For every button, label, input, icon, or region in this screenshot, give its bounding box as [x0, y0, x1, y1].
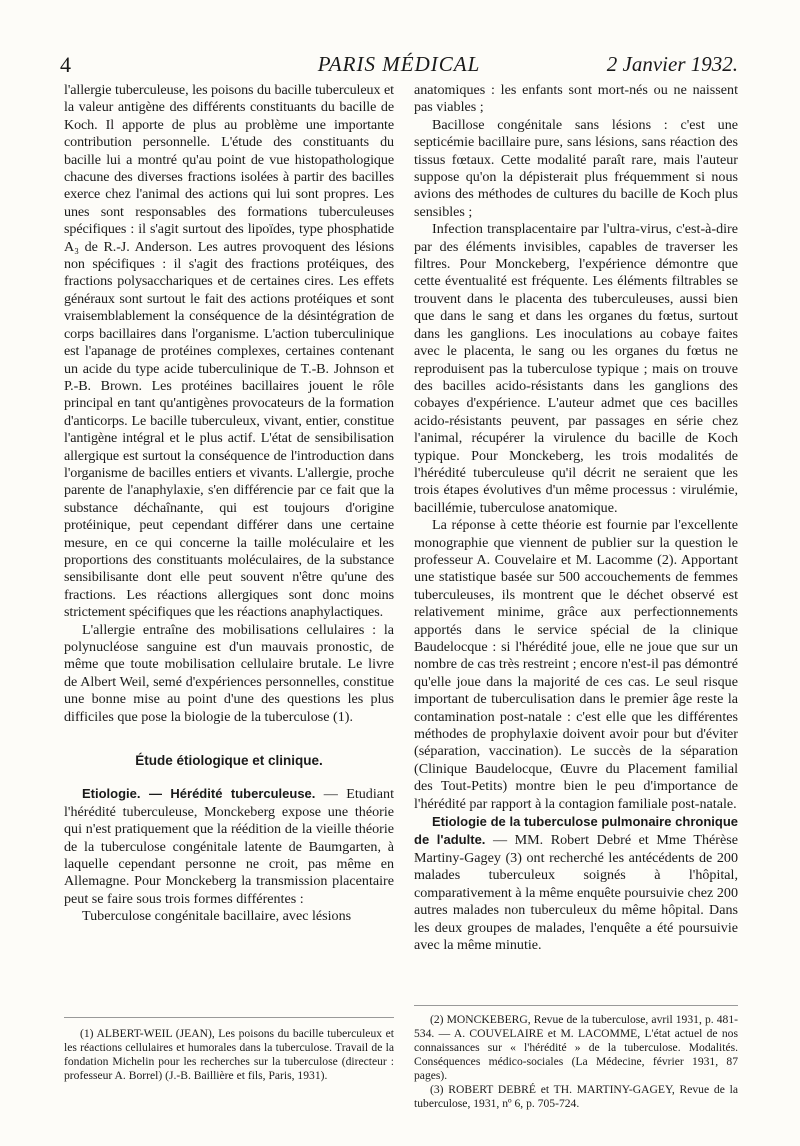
journal-title: PARIS MÉDICAL	[317, 52, 481, 76]
right-paragraph-1: anatomiques : les enfants sont mort-nés ou ne naissent pas viables ;	[414, 82, 738, 116]
right-column	[414, 82, 738, 954]
footnote-2: (2) MONCKEBERG, Revue de la tuberculose, avril 1931, p. 481-534. — A. COUVELAIRE et M. LACOMME, L'état actuel de nos connaissances sur « l'hérédité » de la tuberculose. Modalités. Conséquences médico-sociales (La Médecine, février 1931, 87 pages).	[414, 1013, 738, 1082]
section-title: Étude étiologique et clinique.	[135, 753, 323, 769]
right-paragraph-4: La réponse à cette théorie est fournie par l'excellente monographie que viennent de publier sur la question le professeur A. Couvelaire et M. Lacomme (2). Apportant une statistique basée sur 500 accouchements de femmes tuberculeuses, ils montrent que le déchet observé est relativement minime, grâce aux perfectionnements apportés dans le service spécial de la clinique Baudelocque : si l'hérédité joue, elle ne joue que sur un nombre de cas très restreint ; encore n'est-il pas démontré qu'elle joue dans la majorité de ces cas. Le seul risque important de tuberculisation dans le premier âge reste la contamination post-natale : c'est elle que les différentes méthodes de prophylaxie doivent avoir pour but d'éviter (séparation, vaccination). Le succès de la séparation (Clinique Baudelocque, Œuvre du Placement familial des Tout-Petits) montre bien le peu d'importance de l'hérédité par rapport à la contagion familiale post-natale.	[414, 517, 738, 812]
running-header	[60, 52, 738, 78]
adult-etiology-subhead: Etiologie de la tuberculose pulmonaire chronique de l'adulte.	[414, 814, 738, 848]
left-column	[64, 82, 394, 926]
issue-date: 2 Janvier 1932.	[606, 52, 738, 76]
adult-etiology-text: — MM. Robert Debré et Mme Thérèse Martiny-Gagey (3) ont recherché les antécédents de 200 malades tuberculeux soignés à l'hôpital, comparativement à la même enquête poursuivie chez 200 autres malades non tuberculeux du même hôpital. Dans les deux groupes de malades, l'enquête a été poursuivie avec la même minutie.	[414, 832, 738, 953]
page-number: 4	[60, 52, 71, 77]
left-paragraph-1: l'allergie tuberculeuse, les poisons du bacille tuberculeux et la valeur antigène des différents constituants du bacille de Koch. Il apporte de plus au problème une importante contribution personnelle. L'étude des constituants du bacille lui a montré qu'au point de vue histopathologique chacune des diverses fractions isolées à partir des bacilles exerce chez l'animal des actions qui lui sont propres. Les unes sont responsables des formations tuberculeuses spécifiques : il s'agit surtout des lipoïdes, type phosphatide A₃ de R.-J. Anderson. Les autres provoquent des lésions non spécifiques : il s'agit des fractions protéiques, des fractions polysacchariques et de certaines cires. Les effets généraux sont surtout le fait des actions protéiques et sont vraisemblablement la conséquence de la désintégration de corps bacillaires dans l'organisme. L'action tuberculinique est l'apanage de protéines complexes, certaines contenant un acide du type acide tuberculinique de T.-B. Johnson et P.-B. Brown. Les protéines bacillaires jouent le rôle principal en tant qu'antigènes provocateurs de la formation d'anticorps. Le bacille tuberculeux, vivant, entier, constitue l'antigène intégral et le plus actif. L'état de sensibilisation allergique est surtout la conséquence de l'introduction dans l'organisme de bacilles entiers et vivants. L'allergie, proche parente de l'anaphylaxie, s'en différencie par ce fait que la substance déchaînante, qui est toujours d'origine protéinique, peut cependant différer dans une certaine mesure, en ce qui concerne la taille moléculaire et les proportions des constituants moléculaires, de la substance sensibilisante dont elle peut souvent n'être qu'une des fractions. Les réactions allergiques sont donc moins strictement spécifiques que les réactions anaphylactiques.	[64, 82, 394, 621]
footnotes-left	[64, 1027, 394, 1083]
adult-etiology-paragraph	[414, 813, 738, 954]
right-paragraph-2: Bacillose congénitale sans lésions : c'est une septicémie bacillaire pure, sans lésions, sans réaction des tissus fœtaux. Cette modalité paraît rare, mais l'auteur suppose qu'on la dépisterait plus fréquemment si nous avions des méthodes de cultures du bacille de Koch plus sensibles ;	[414, 116, 738, 220]
etiologie-paragraph	[64, 785, 394, 908]
etiologie-text: — Etudiant l'hérédité tuberculeuse, Monckeberg expose une théorie qui n'est pratiquement que la réédition de la vieille théorie de la tuberculose congénitale latente de Baumgarten, à laquelle cependant personne ne croit, pas même en Allemagne. Pour Monckeberg la transmission placentaire peut se faire sous trois formes différentes :	[64, 786, 394, 907]
left-paragraph-2: L'allergie entraîne des mobilisations cellulaires : la polynucléose sanguine est d'un mauvais pronostic, de même que toute mobilisation cellulaire brutale. Le livre de Albert Weil, semé d'expériences personnelles, constitue une bonne mise au point d'une des questions les plus difficiles que pose la biologie de la tuberculose (1).	[64, 621, 394, 725]
right-paragraph-3: Infection transplacentaire par l'ultra-virus, c'est-à-dire par des éléments invisibles, capables de traverser les filtres. Pour Monckeberg, l'expérience démontre que cette éventualité est fréquente. Les éléments filtrables se trouvent dans le placenta des tuberculeuses, aussi bien que dans le sang et dans les organes du fœtus, surtout dans les ganglions. Les inoculations au cobaye faites avec le placenta, le sang ou les organes du fœtus ne reproduisent pas la tuberculose typique ; mais on trouve des bacilles acido-résistants dans les ganglions des cobayes d'expérience. L'auteur admet que ces bacilles acido-résistants peuvent, par passages en série chez l'animal, récupérer la virulence du bacille de Koch typique. Pour Monckeberg, les trois modalités de l'hérédité tuberculeuse qu'il décrit ne seraient que les trois étapes évolutives d'un même processus : virulémie, bacillémie, tuberculose anatomique.	[414, 221, 738, 516]
footnote-rule-right	[414, 1005, 738, 1006]
etiologie-runin-heading: Etiologie. — Hérédité tuberculeuse.	[82, 786, 316, 802]
left-paragraph-4: Tuberculose congénitale bacillaire, avec lésions	[82, 908, 352, 925]
footnote-1: (1) ALBERT-WEIL (JEAN), Les poisons du bacille tuberculeux et les réactions cellulaires et humorales dans la tuberculose. Travail de la fondation Michelin pour les recherches sur la tuberculose (directeur : professeur A. Borrel) (J.-B. Baillière et fils, Paris, 1931).	[64, 1027, 394, 1082]
footnotes-right	[414, 1013, 738, 1111]
footnote-3: (3) ROBERT DEBRÉ et TH. MARTINY-GAGEY, Revue de la tuberculose, 1931, nº 6, p. 705-724.	[414, 1083, 738, 1110]
footnote-rule-left	[64, 1017, 394, 1018]
